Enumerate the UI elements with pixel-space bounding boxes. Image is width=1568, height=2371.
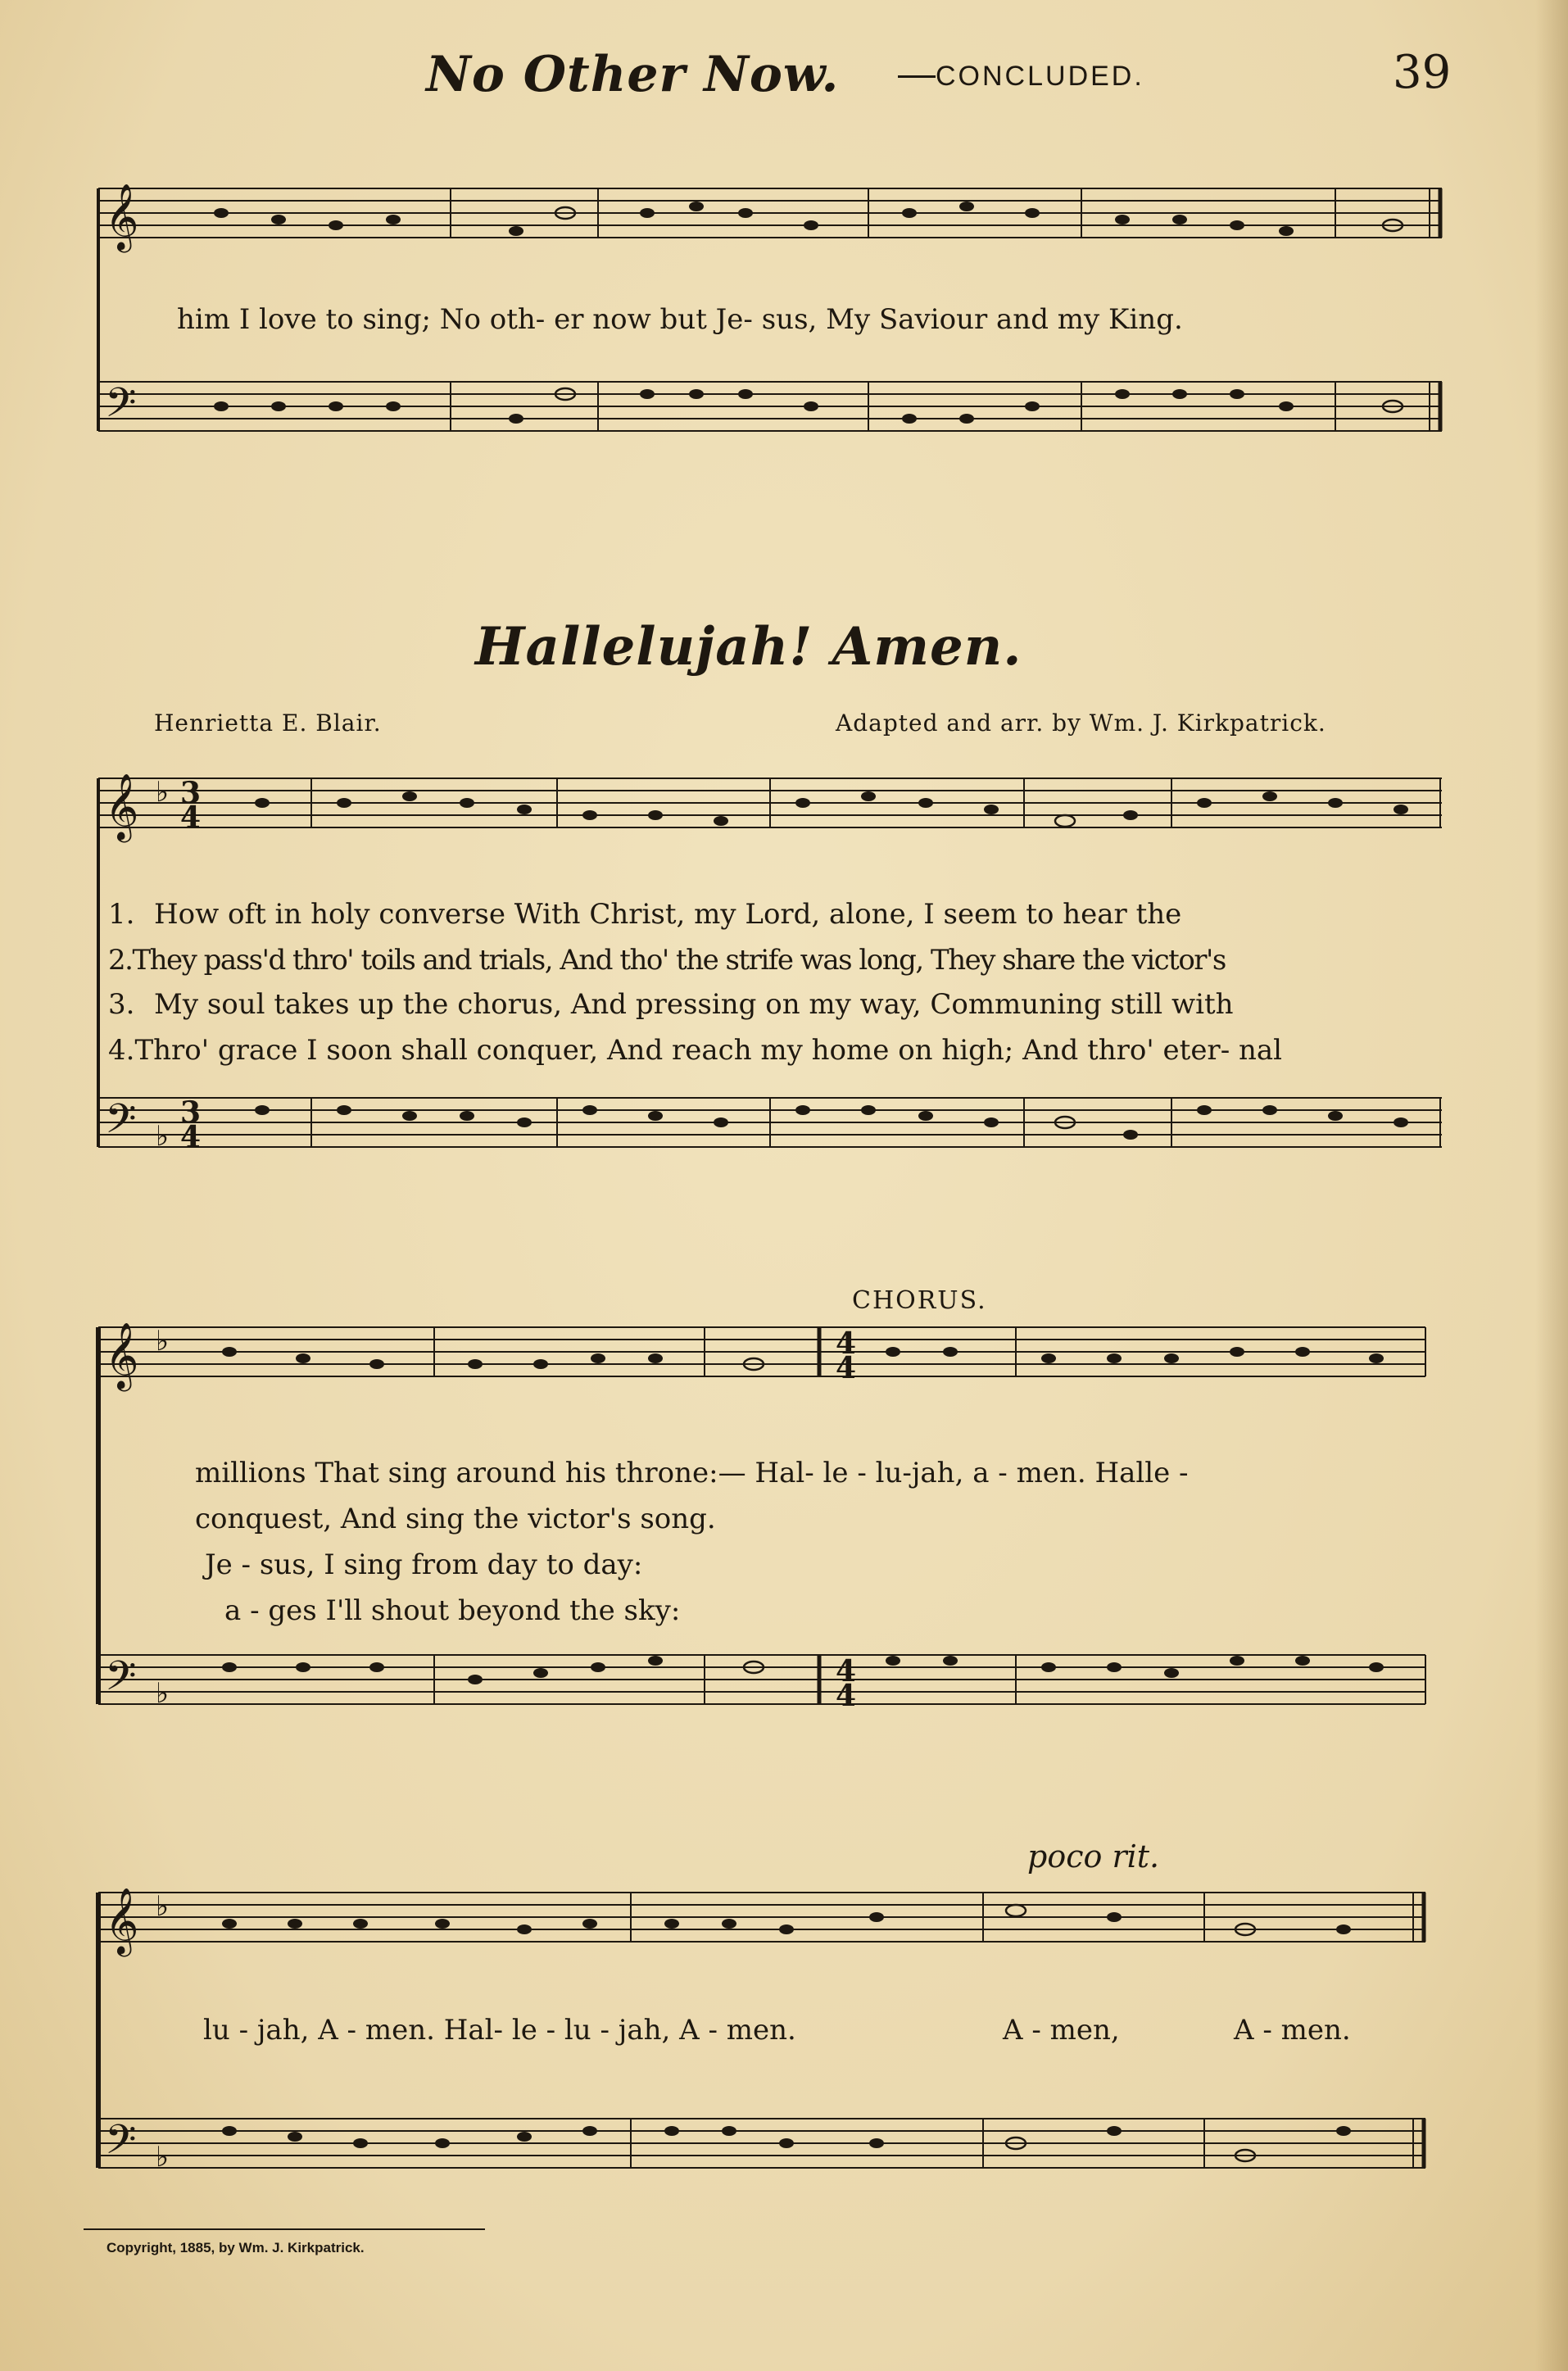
amen-lyric-2: A - men. xyxy=(1234,2014,1351,2047)
title-dash xyxy=(898,75,936,78)
svg-text:𝄞: 𝄞 xyxy=(105,1322,139,1389)
verse-text: How oft in holy converse With Christ, my Lord, alone, I seem to hear the xyxy=(154,898,1182,931)
verse-3-lyrics xyxy=(108,988,1234,1021)
svg-text:♭: ♭ xyxy=(156,1677,170,1710)
svg-text:𝄢: 𝄢 xyxy=(105,2116,137,2174)
verse-4-lyrics xyxy=(108,1034,1282,1067)
chorus-verse1-ending xyxy=(195,1457,1189,1489)
svg-text:𝄢: 𝄢 xyxy=(105,1652,137,1710)
page-title: No Other Now. xyxy=(426,46,840,103)
hymn2-title: Hallelujah! Amen. xyxy=(475,616,1022,678)
concluded-label: CONCLUDED. xyxy=(936,61,1144,92)
author-credit: Henrietta E. Blair. xyxy=(154,709,382,737)
svg-text:3: 3 xyxy=(180,1095,202,1130)
svg-text:𝄞: 𝄞 xyxy=(105,1887,139,1954)
svg-text:♭: ♭ xyxy=(156,776,170,809)
svg-text:♭: ♭ xyxy=(156,1325,170,1358)
chorus-end-lyrics: lu - jah, A - men. Hal- le - lu - jah, A - men. xyxy=(203,2014,796,2047)
verse-number: 4. xyxy=(108,1034,135,1067)
svg-text:𝄞: 𝄞 xyxy=(105,183,139,250)
svg-text:𝄢: 𝄢 xyxy=(105,379,137,437)
verse-text: Thro' grace I soon shall conquer, And reach my home on high; And thro' eter- nal xyxy=(134,1034,1283,1067)
verse-number: 1. xyxy=(108,898,135,931)
verse-number: 3. xyxy=(108,988,135,1021)
tempo-marking: poco rit. xyxy=(1027,1838,1160,1875)
chorus-start: Hal- le - lu-jah, a - men. Halle - xyxy=(755,1457,1189,1489)
svg-text:4: 4 xyxy=(180,1120,202,1154)
svg-text:♭: ♭ xyxy=(156,1890,170,1923)
amen-lyric-1: A - men, xyxy=(1003,2014,1120,2047)
svg-text:4: 4 xyxy=(836,1351,857,1385)
svg-text:4: 4 xyxy=(836,1654,857,1689)
verse-text: They pass'd thro' toils and trials, And tho' the strife was long, They share the victor's xyxy=(132,944,1226,977)
page-number: 39 xyxy=(1393,46,1452,99)
svg-text:♭: ♭ xyxy=(156,1120,170,1153)
verse-4-ending: a - ges I'll shout beyond the sky: xyxy=(224,1594,681,1627)
svg-text:4: 4 xyxy=(836,1679,857,1713)
svg-text:♭: ♭ xyxy=(156,2141,170,2174)
verse-1-ending: millions That sing around his throne:— xyxy=(195,1457,755,1489)
svg-text:𝄞: 𝄞 xyxy=(105,773,139,840)
arranger-credit: Adapted and arr. by Wm. J. Kirkpatrick. xyxy=(836,709,1326,737)
footer-rule xyxy=(84,2228,485,2230)
svg-text:4: 4 xyxy=(180,800,202,835)
hymn1-lyrics: him I love to sing; No oth- er now but Je- sus, My Saviour and my King. xyxy=(177,303,1183,336)
copyright-notice: Copyright, 1885, by Wm. J. Kirkpatrick. xyxy=(106,2240,365,2255)
chorus-label: CHORUS. xyxy=(852,1286,987,1315)
svg-text:𝄢: 𝄢 xyxy=(105,1095,137,1153)
verse-1-lyrics xyxy=(108,898,1181,931)
verse-number: 2. xyxy=(108,944,133,977)
verse-text: My soul takes up the chorus, And pressing on my way, Communing still with xyxy=(154,988,1234,1021)
svg-text:3: 3 xyxy=(180,776,202,810)
page-edge-shadow xyxy=(1535,0,1568,2371)
verse-3-ending: Je - sus, I sing from day to day: xyxy=(205,1548,643,1581)
verse-2-ending: conquest, And sing the victor's song. xyxy=(195,1503,716,1535)
verse-2-lyrics xyxy=(108,944,1226,977)
svg-text:4: 4 xyxy=(836,1326,857,1361)
